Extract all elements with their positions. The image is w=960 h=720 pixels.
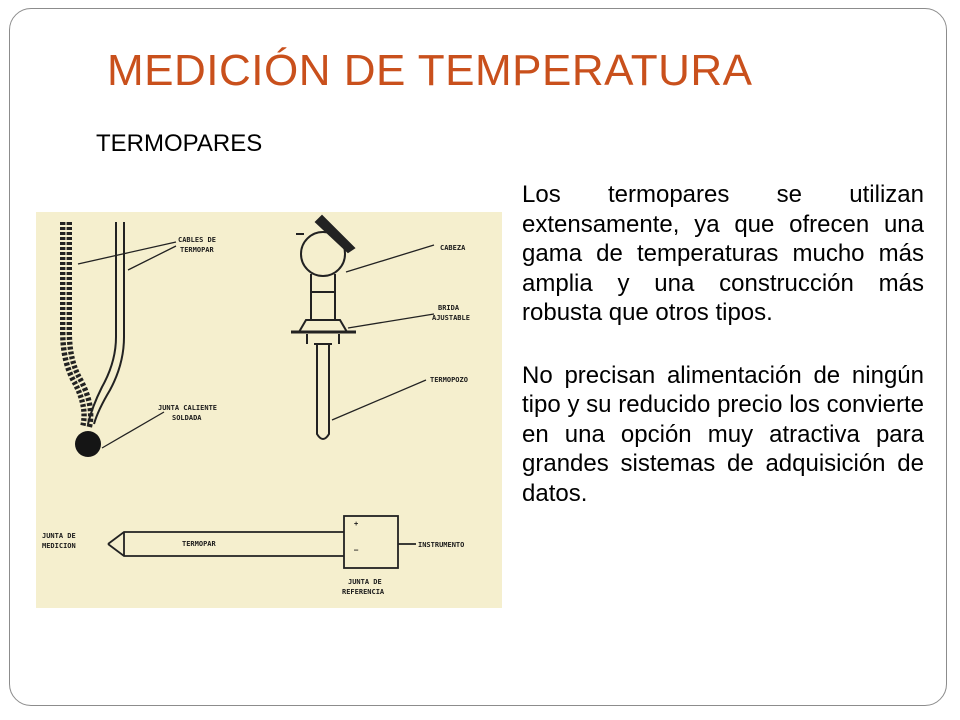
label-termopar: TERMOPAR xyxy=(182,540,216,548)
braided-thermocouple-cable xyxy=(66,222,87,427)
paragraph-advantages: No precisan alimentación de ningún tipo y su reducido precio los convierte en una opción muy atractiva para grandes sistemas de adquisición de datos. xyxy=(522,361,924,507)
slide-title: MEDICIÓN DE TEMPERATURA xyxy=(107,46,753,95)
label-cabeza: CABEZA xyxy=(440,244,466,252)
label-plus: + xyxy=(354,520,359,528)
label-brida-line2: AJUSTABLE xyxy=(432,314,470,322)
label-termopozo: TERMOPOZO xyxy=(430,376,468,384)
label-junta-caliente-line1: JUNTA CALIENTE xyxy=(158,404,218,412)
thermocouple-circuit xyxy=(108,516,416,568)
slide-subtitle: TERMOPARES xyxy=(96,130,263,157)
paragraph-intro: Los termopares se utilizan extensamente, ya que ofrecen una gama de temperaturas mucho más amplia y una construcción más robusta que otros tipos. xyxy=(522,181,924,326)
label-junta-medicion-line2: MEDICION xyxy=(42,542,76,550)
label-minus: – xyxy=(354,546,359,554)
plain-thermocouple-wire xyxy=(88,222,124,424)
label-junta-caliente-line2: SOLDADA xyxy=(172,414,202,422)
label-instrumento: INSTRUMENTO xyxy=(418,541,465,549)
label-junta-referencia-line1: JUNTA DE xyxy=(348,578,382,586)
body-text xyxy=(522,180,924,541)
hot-junction-ball xyxy=(75,431,101,457)
thermowell-assembly xyxy=(291,216,356,439)
thermocouple-diagram xyxy=(36,212,502,608)
label-junta-referencia-line2: REFERENCIA xyxy=(342,588,385,596)
label-cables-line1: CABLES DE xyxy=(178,236,216,244)
label-brida-line1: BRIDA xyxy=(438,304,460,312)
label-junta-medicion-line1: JUNTA DE xyxy=(42,532,76,540)
label-cables-line2: TERMOPAR xyxy=(180,246,214,254)
